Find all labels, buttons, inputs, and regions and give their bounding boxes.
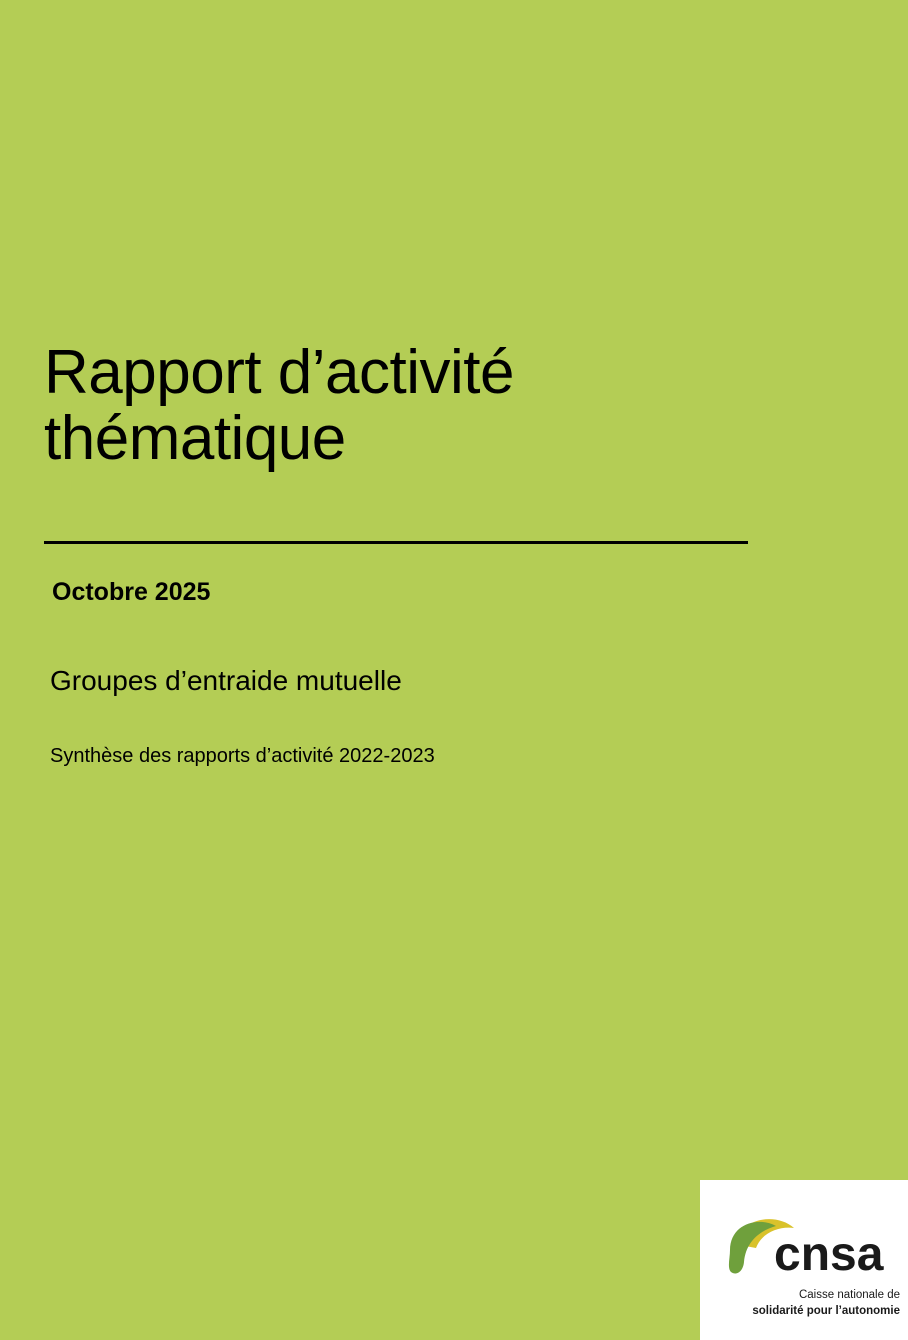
svg-text:cnsa: cnsa	[774, 1228, 884, 1281]
logo-container	[700, 1180, 908, 1340]
publication-date: Octobre 2025	[52, 578, 211, 606]
title-block	[44, 340, 754, 471]
logo-caption	[700, 1288, 900, 1319]
logo-caption-line1: Caisse nationale de	[798, 1289, 900, 1301]
logo-caption-line2: solidarité pour l’autonomie	[752, 1304, 900, 1317]
document-subject: Groupes d’entraide mutuelle	[50, 665, 402, 696]
cnsa-logo-icon	[714, 1210, 894, 1282]
document-subtitle: Synthèse des rapports d’activité 2022-2023	[50, 745, 435, 767]
cnsa-logo	[700, 1180, 908, 1340]
title-divider	[44, 541, 748, 544]
page-title: Rapport d’activité thématique	[44, 338, 515, 473]
